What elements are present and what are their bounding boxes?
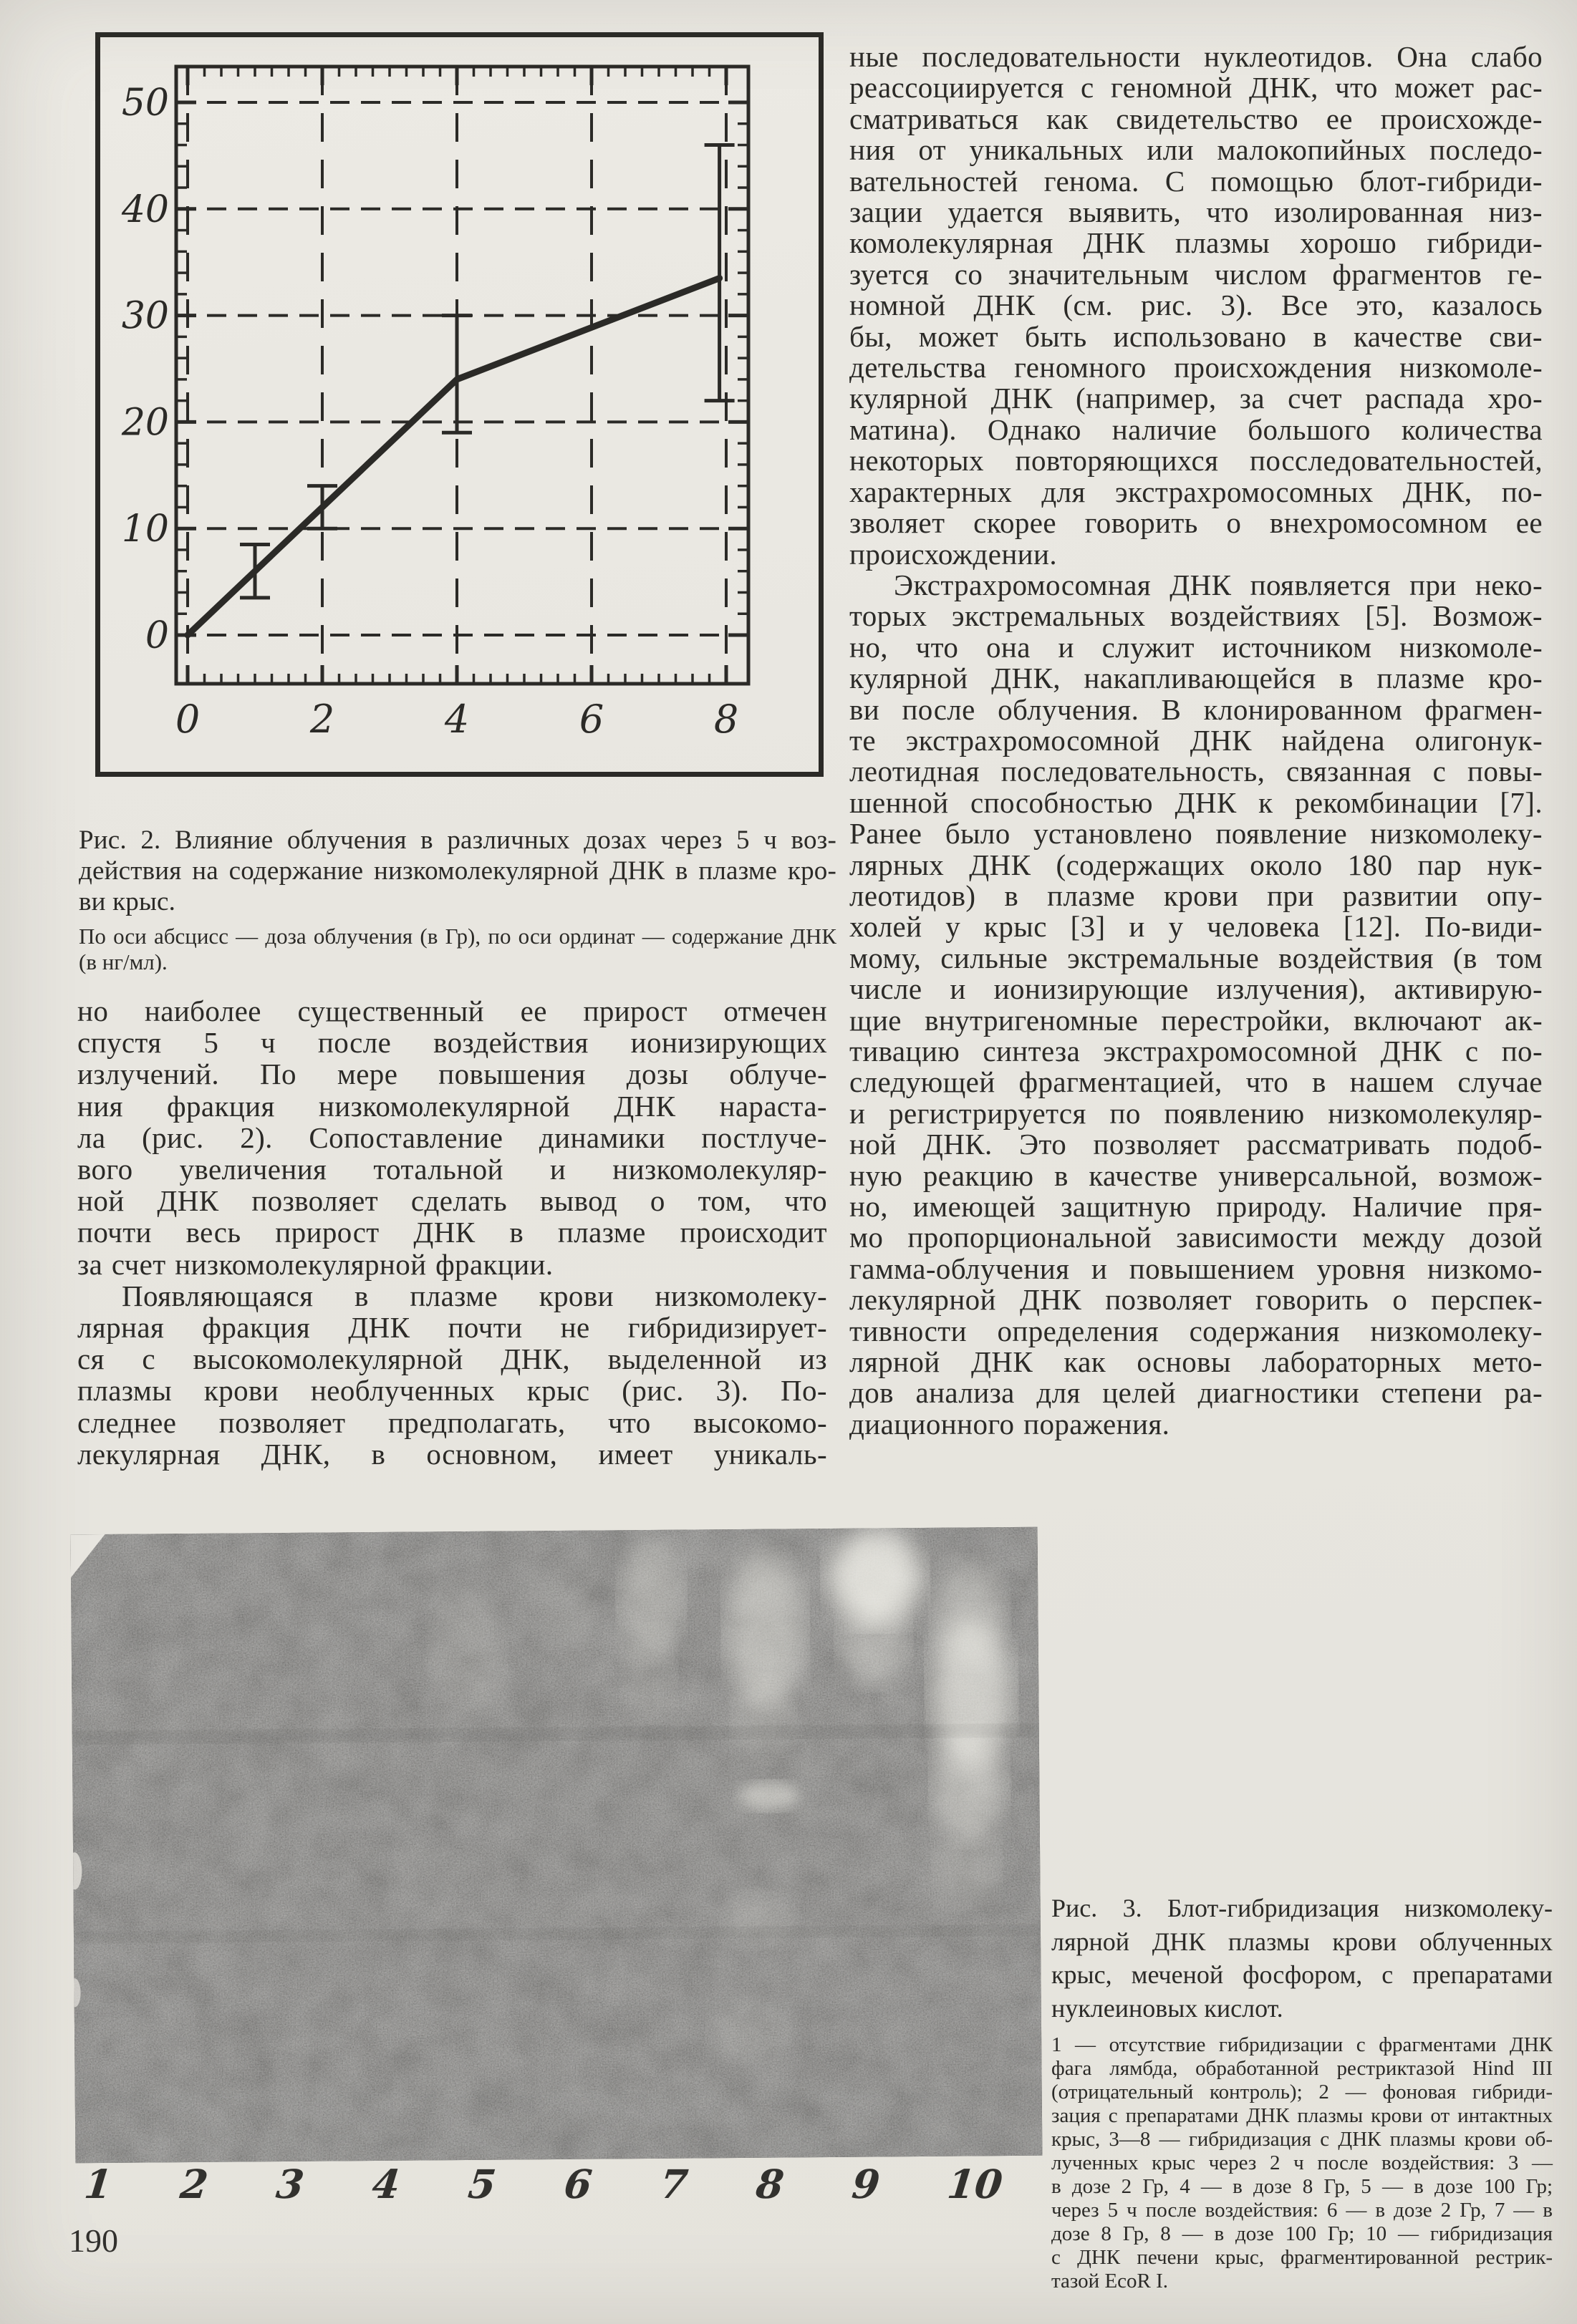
text-line: дозе 8 Гр, 8 — в дозе 100 Гр; 10 — гибридизация (1051, 2222, 1553, 2245)
left-text-column (77, 995, 827, 1470)
lane-label: 1 (82, 2161, 115, 2207)
text-line: зации удается выявить, что изолированная низ- (849, 195, 1543, 229)
text-line: следнее позволяет предполагать, что высокомо- (77, 1405, 827, 1439)
svg-text:10: 10 (121, 508, 169, 551)
text-line: нуклеиновых кислот. (1051, 1993, 1283, 2023)
text-line: щие внутригеномные перестройки, включают ак- (849, 1003, 1543, 1037)
lane-label: 4 (370, 2161, 402, 2207)
text-line: некоторых повторяющихся посследовательностей, (849, 444, 1543, 478)
paragraph (849, 42, 1543, 570)
lane-label: 3 (274, 2161, 307, 2207)
text-line: ся с высокомолекулярной ДНК, выделенной из (77, 1342, 827, 1376)
text-line: лученных крыс через 2 ч после воздействия: 3 — (1051, 2151, 1553, 2174)
text-line: ла (рис. 2). Сопоставление динамики постлуче- (77, 1120, 827, 1154)
text-line: мому, сильные экстремальные воздействия (в том (849, 941, 1543, 974)
text-line: тивности определения содержания низкомолеку- (849, 1314, 1543, 1347)
paragraph (77, 1280, 827, 1470)
text-line: комолекулярная ДНК плазмы хорошо гибриди- (849, 226, 1543, 260)
text-line: ния фракция низкомолекулярной ДНК нараста- (77, 1089, 827, 1123)
text-line: зация с препаратами ДНК плазмы крови от интактных (1051, 2104, 1553, 2127)
figure3-gel-photo (71, 1527, 1043, 2164)
text-line: фага лямбда, обработанной рестриктазой Hind III (1051, 2057, 1553, 2080)
text-line: зуется со значительным числом фрагментов ге- (849, 257, 1543, 291)
figure2-caption (79, 825, 836, 917)
svg-text:0: 0 (175, 697, 201, 742)
text-line: крыс, меченой фосфором, с препаратами (1051, 1960, 1553, 1989)
paragraph (1051, 2033, 1553, 2293)
svg-text:30: 30 (121, 294, 169, 338)
text-line: По оси абсцисс — доза облучения (в Гр), по оси ординат — содержание ДНК (79, 924, 836, 949)
text-line: Экстрахромосомная ДНК появляется при неко- (894, 568, 1543, 601)
gel-lane-labels (82, 2161, 1005, 2207)
text-line: лярной ДНК как основы лабораторных мето- (849, 1345, 1543, 1379)
text-line: леотидов) в плазме крови при развитии опу- (849, 878, 1543, 912)
text-line: ви после облучения. В клонированном фрагмен- (849, 692, 1543, 726)
text-line: детельства геномного происхождения низкомоле- (849, 351, 1543, 384)
text-line: лярная фракция ДНК почти не гибридизирует- (77, 1311, 827, 1345)
text-line: тазой EcoR I. (1051, 2270, 1169, 2292)
text-line: ви крыс. (79, 887, 176, 916)
text-line: ную реакцию в качестве универсальной, возмож- (849, 1158, 1543, 1192)
figure2-chart (95, 32, 824, 777)
text-line: лярной ДНК плазмы крови облученных (1051, 1927, 1553, 1956)
text-line: действия на содержание низкомолекулярной ДНК в плазме кро- (79, 856, 836, 886)
lane-label: 2 (178, 2161, 211, 2207)
text-line: с ДНК печени крыс, фрагментированной рестрик- (1051, 2246, 1553, 2269)
text-line: и регистрируется по появлению низкомолекуляр- (849, 1096, 1543, 1130)
svg-text:20: 20 (121, 401, 169, 445)
text-line: ные последовательности нуклеотидов. Она слабо (849, 40, 1543, 73)
text-line: торых экстремальных воздействиях [5]. Возмож- (849, 599, 1543, 633)
text-line: Рис. 3. Блот-гибридизация низкомолеку- (1051, 1894, 1553, 1922)
text-line: спустя 5 ч после воздействия ионизирующих (77, 1026, 827, 1060)
text-line: числе и ионизирующие излучения), активирую- (849, 972, 1543, 1006)
text-line: в дозе 2 Гр, 4 — в дозе 8 Гр, 5 — в дозе 100 Гр; (1051, 2175, 1553, 2198)
text-line: (в нг/мл). (79, 949, 168, 974)
paragraph (79, 825, 836, 917)
lane-label: 6 (561, 2161, 594, 2207)
text-line: но, что она и служит источником низкомоле- (849, 630, 1543, 664)
text-line: сматриваться как свидетельство ее происхожде- (849, 102, 1543, 135)
text-line: лярных ДНК (содержащих около 180 пар нук- (849, 848, 1543, 881)
text-line: матина). Однако наличие большого количества (849, 412, 1543, 446)
text-line: те экстрахромосомной ДНК найдена олигонук- (849, 723, 1543, 757)
lane-label: 10 (945, 2161, 1005, 2207)
text-line: но наиболее существенный ее прирост отмечен (77, 994, 827, 1027)
gel-photo-image (71, 1527, 1043, 2164)
text-line: Ранее было установлено появление низкомолеку- (849, 817, 1543, 851)
text-line: за счет низкомолекулярной фракции. (77, 1247, 554, 1281)
text-line: реассоциируется с геномной ДНК, что может рас- (849, 71, 1543, 105)
text-line: излучений. По мере повышения дозы облуче- (77, 1057, 827, 1091)
lane-label: 7 (657, 2161, 690, 2207)
text-line: происхождении. (849, 537, 1058, 571)
figure2-subcaption (79, 924, 836, 975)
svg-text:40: 40 (121, 188, 169, 231)
lane-label: 9 (849, 2161, 882, 2207)
right-text-column (849, 42, 1543, 1440)
text-line: характерных для экстрахромосомных ДНК, по- (849, 475, 1543, 508)
text-line: вательностей генома. С помощью блот-гибриди- (849, 164, 1543, 198)
paragraph (77, 995, 827, 1280)
text-line: ной ДНК. Это позволяет рассматривать подоб- (849, 1128, 1543, 1161)
text-line: через 5 ч после воздействия: 6 — в дозе 2 Гр, 7 — в (1051, 2199, 1553, 2222)
paragraph (849, 570, 1543, 1440)
text-line: гамма-облучения и повышением уровня низкомо- (849, 1251, 1543, 1285)
svg-text:2: 2 (309, 697, 335, 742)
text-line: Появляющаяся в плазме крови низкомолеку- (122, 1279, 827, 1312)
text-line: крыс, 3—8 — гибридизация с ДНК плазмы крови об- (1051, 2128, 1553, 2151)
text-line: Рис. 2. Влияние облучения в различных дозах через 5 ч воз- (79, 825, 836, 855)
lane-label: 5 (466, 2161, 498, 2207)
text-line: диационного поражения. (849, 1407, 1170, 1441)
text-line: тивацию синтеза экстрахромосомной ДНК с по- (849, 1035, 1543, 1067)
svg-text:0: 0 (145, 614, 169, 657)
svg-text:50: 50 (121, 82, 169, 125)
text-line: леотидная последовательность, связанная с повы- (849, 755, 1543, 788)
text-line: мо пропорциональной зависимости между дозой (849, 1221, 1543, 1254)
text-line: зволяет скорее говорить о внехромосомном ее (849, 506, 1543, 540)
paragraph (1051, 1892, 1553, 2025)
text-line: номной ДНК (см. рис. 3). Все это, казалось (849, 289, 1543, 322)
figure3-caption (1051, 1892, 1553, 2025)
figure3-legend (1051, 2033, 1553, 2293)
text-line: плазмы крови необлученных крыс (рис. 3). По- (77, 1374, 827, 1408)
text-line: лекулярная ДНК, в основном, имеет уникаль- (77, 1437, 827, 1471)
text-line: почти весь прирост ДНК в плазме происходит (77, 1216, 827, 1249)
text-line: дов анализа для целей диагностики степени ра- (849, 1376, 1543, 1410)
text-line: кулярной ДНК, накапливающейся в плазме кро- (849, 662, 1543, 695)
text-line: ной ДНК позволяет сделать вывод о том, что (77, 1184, 827, 1218)
svg-text:4: 4 (444, 697, 470, 742)
svg-text:6: 6 (579, 697, 604, 742)
text-line: 1 — отсутствие гибридизации с фрагментами ДНК (1051, 2033, 1553, 2056)
text-line: бы, может быть использовано в качестве сви- (849, 319, 1543, 353)
svg-text:8: 8 (713, 697, 739, 742)
text-line: кулярной ДНК (например, за счет распада хро- (849, 382, 1543, 415)
text-line: лекулярной ДНК позволяет говорить о перспек- (849, 1283, 1543, 1317)
paragraph (79, 924, 836, 975)
text-line: вого увеличения тотальной и низкомолекуляр- (77, 1153, 827, 1186)
text-line: но, имеющей защитную природу. Наличие пря- (849, 1190, 1543, 1224)
text-line: ния от уникальных или малокопийных последо- (849, 133, 1543, 167)
page-number: 190 (69, 2222, 118, 2259)
lane-label: 8 (753, 2161, 786, 2207)
text-line: шенной способностью ДНК к рекомбинации [7]. (849, 785, 1543, 819)
text-line: (отрицательный контроль); 2 — фоновая гибриди- (1051, 2081, 1553, 2103)
text-line: холей у крыс [3] и у человека [12]. По-види- (849, 910, 1543, 944)
text-line: следующей фрагментацией, что в нашем случае (849, 1065, 1543, 1099)
